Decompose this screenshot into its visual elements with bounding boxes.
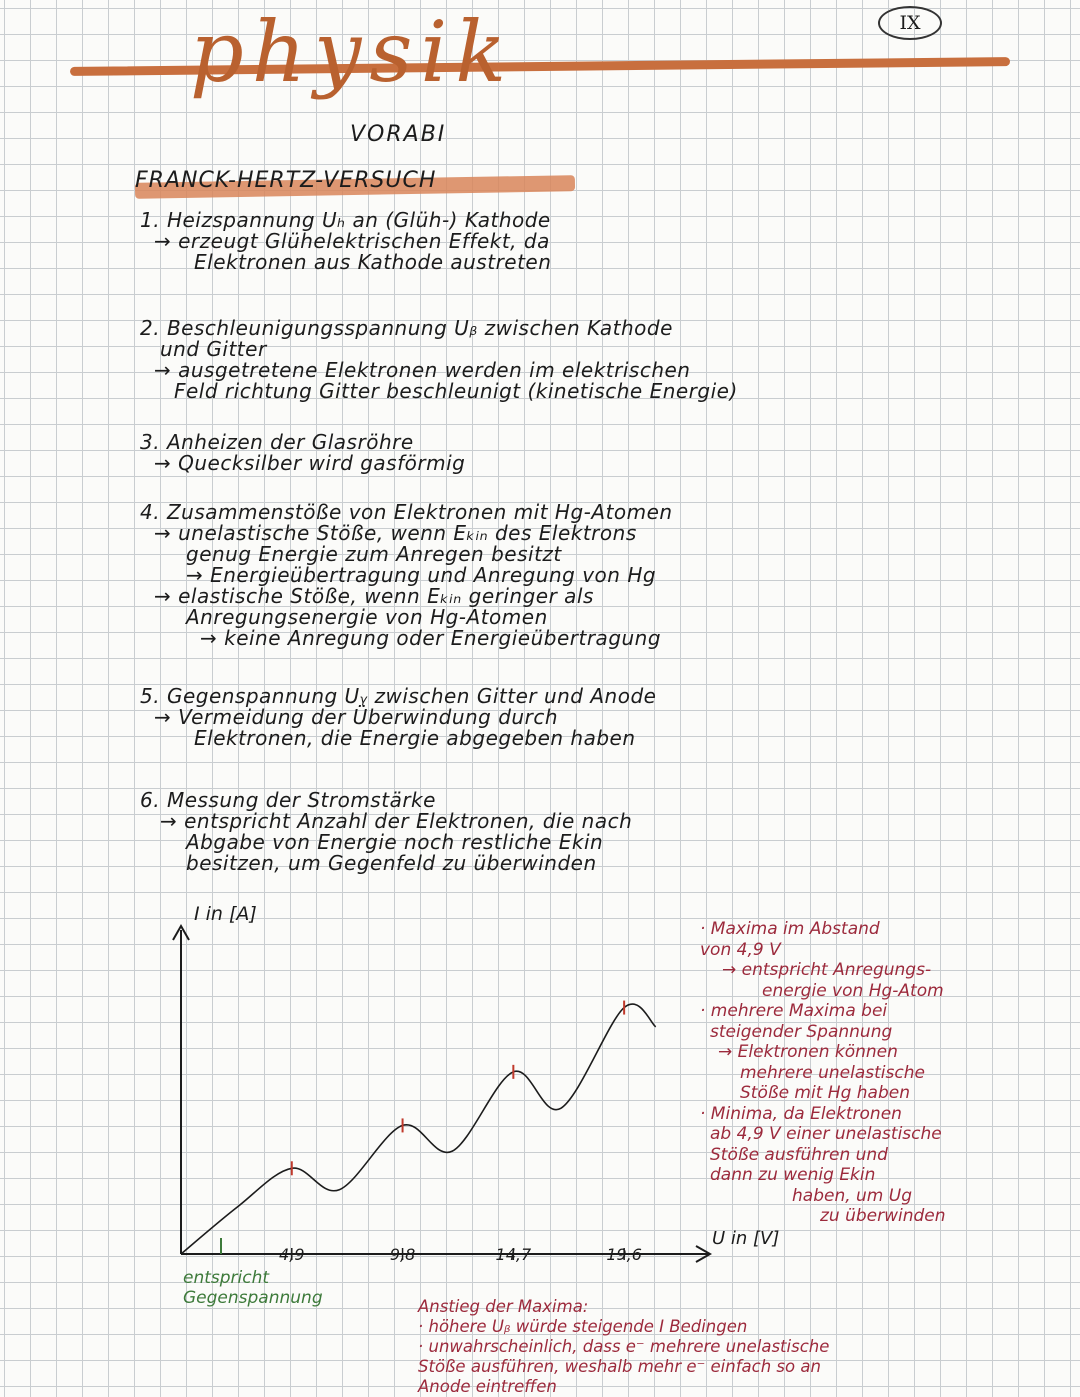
section-heading: FRANCK-HERTZ-VERSUCH	[135, 168, 437, 193]
side-note-line: → entspricht Anregungs-	[722, 960, 932, 980]
step-line: → keine Anregung oder Energieübertragung	[200, 626, 662, 650]
step-line: Feld richtung Gitter beschleunigt (kinetische Energie)	[174, 379, 738, 403]
side-note-line: ab 4,9 V einer unelastische	[710, 1124, 942, 1144]
x-tick-label: 19,6	[606, 1245, 642, 1264]
step-line: 3. Anheizen der Glasröhre	[140, 430, 414, 454]
side-note-line: steigender Spannung	[710, 1021, 893, 1042]
step-line: Abgabe von Energie noch restliche Ekin	[186, 830, 604, 854]
rise-note-line: · höhere Uᵦ würde steigende I Bedingen	[418, 1317, 748, 1336]
rise-note-line: Anstieg der Maxima:	[418, 1297, 589, 1316]
step-line: → Vermeidung der Überwindung durch	[154, 705, 558, 729]
green-note-line: Gegenspannung	[183, 1288, 323, 1308]
rise-note-line: · unwahrscheinlich, dass e⁻ mehrere unelastische	[418, 1337, 830, 1356]
green-note	[183, 1268, 323, 1308]
step-line: 4. Zusammenstöße von Elektronen mit Hg-Atomen	[140, 500, 673, 524]
page-title: physik	[190, 3, 515, 101]
step-line: 2. Beschleunigungsspannung Uᵦ zwischen Kathode	[140, 316, 673, 340]
step-line: → unelastische Stöße, wenn Eₖᵢₙ des Elektrons	[154, 521, 637, 545]
side-note-line: Stöße ausführen und	[710, 1144, 888, 1165]
side-note-line: Stöße mit Hg haben	[740, 1083, 910, 1103]
step-line: Elektronen, die Energie abgegeben haben	[194, 726, 636, 750]
x-tick-label: 9,8	[389, 1245, 416, 1264]
step-line: → erzeugt Glühelektrischen Effekt, da	[154, 229, 550, 253]
side-note-line: haben, um Ug	[792, 1185, 912, 1206]
x-axis-label: U in [V]	[712, 1228, 780, 1249]
side-note-line: dann zu wenig Ekin	[710, 1165, 876, 1185]
side-notes	[700, 919, 946, 1227]
side-note-line: → Elektronen können	[718, 1042, 898, 1062]
graph-axes	[173, 926, 710, 1262]
rise-notes	[418, 1297, 829, 1397]
step-line: → entspricht Anzahl der Elektronen, die nach	[160, 809, 633, 833]
side-note-line: energie von Hg-Atom	[762, 980, 944, 1001]
step-line: Elektronen aus Kathode austreten	[194, 250, 552, 274]
step-line: besitzen, um Gegenfeld zu überwinden	[186, 851, 597, 875]
side-note-line: von 4,9 V	[700, 939, 781, 960]
subtitle: VORABI	[350, 122, 447, 147]
side-note-line: · Minima, da Elektronen	[700, 1103, 902, 1124]
step-line: → ausgetretene Elektronen werden im elektrischen	[154, 358, 691, 382]
intensity-curve	[181, 1004, 656, 1254]
rise-note-line: Stöße ausführen, weshalb mehr e⁻ einfach so an	[418, 1357, 821, 1376]
step-line: genug Energie zum Anregen besitzt	[186, 542, 562, 566]
y-axis-label: I in [A]	[194, 903, 257, 925]
step-line: 1. Heizspannung Uₕ an (Glüh-) Kathode	[140, 208, 551, 232]
side-note-line: mehrere unelastische	[740, 1062, 925, 1083]
step-line: 5. Gegenspannung Uᵧ zwischen Gitter und Anode	[140, 684, 657, 708]
page-number: IX	[899, 12, 921, 34]
step-line: → Energieübertragung und Anregung von Hg	[186, 563, 657, 587]
step-line: und Gitter	[160, 337, 267, 361]
step-line: 6. Messung der Stromstärke	[140, 788, 436, 812]
rise-note-line: Anode eintreffen	[418, 1377, 557, 1396]
side-note-line: · mehrere Maxima bei	[700, 1001, 888, 1021]
step-line: Anregungsenergie von Hg-Atomen	[186, 605, 548, 629]
x-tick-label: 14,7	[495, 1245, 532, 1264]
x-tick-label: 4,9	[279, 1245, 305, 1264]
step-line: → Quecksilber wird gasförmig	[154, 451, 466, 475]
side-note-line: · Maxima im Abstand	[700, 919, 880, 939]
side-note-line: zu überwinden	[820, 1206, 946, 1226]
step-line: → elastische Stöße, wenn Eₖᵢₙ geringer als	[154, 584, 594, 608]
peak-markers	[292, 1001, 624, 1176]
green-note-line: entspricht	[183, 1268, 270, 1288]
